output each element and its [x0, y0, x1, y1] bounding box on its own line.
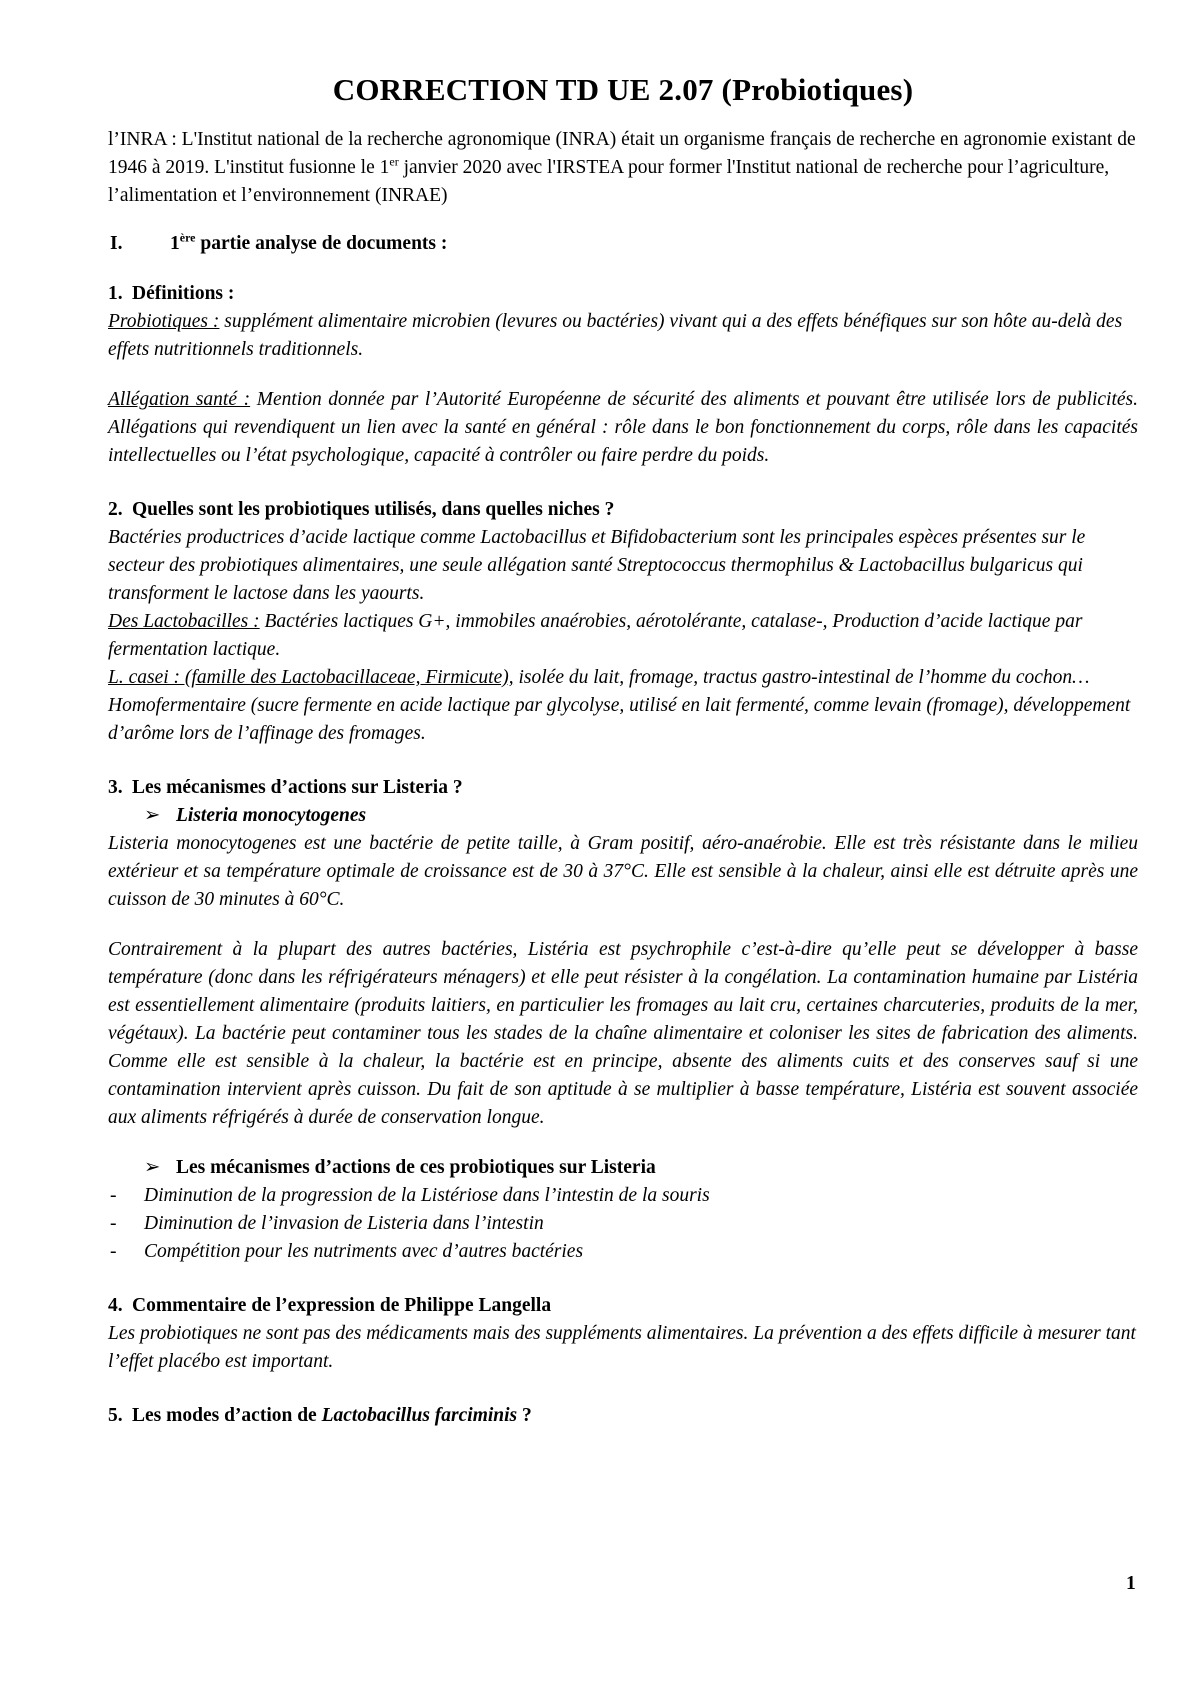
list-item: [108, 1182, 1138, 1210]
part-sup: ère: [179, 230, 196, 245]
document-page: [108, 72, 1138, 1430]
list-item: [108, 1210, 1138, 1238]
subheading-mechanisms: [108, 1154, 1138, 1182]
intro-text-1: l’INRA : L'Institut national de la recherche agronomique (INRA) était un organisme français de recherche en agronomie existant de 1946 à 2019. L'institut fusionne le 1: [108, 129, 1136, 178]
section-4-number: 4.: [108, 1295, 123, 1316]
definition-probiotiques: [108, 308, 1138, 364]
page-title: CORRECTION TD UE 2.07 (Probiotiques): [332, 72, 914, 107]
section-5-heading: [108, 1402, 1138, 1430]
section-5-title-post: ?: [517, 1405, 532, 1426]
section-4-paragraph: Les probiotiques ne sont pas des médicaments mais des suppléments alimentaires. La prévention a des effets difficile à mesurer tant l’effet placébo est important.: [108, 1323, 1136, 1372]
definition-allegation: [108, 386, 1138, 470]
subheading-mechanisms-text: Les mécanismes d’actions de ces probiotiques sur Listeria: [176, 1157, 656, 1178]
part-number: I.: [110, 233, 123, 254]
section-4-title: Commentaire de l’expression de Philippe Langella: [132, 1295, 552, 1316]
lactobacilles-text: Bactéries lactiques G+, immobiles anaérobies, aérotolérante, catalase-, Production d’acide lactique par fermentation lactique.: [108, 611, 1083, 660]
section-5-number: 5.: [108, 1405, 123, 1426]
intro-paragraph: [108, 126, 1138, 210]
dash-bullet: -: [110, 1241, 117, 1262]
list-item-text: Diminution de la progression de la Listériose dans l’intestin de la souris: [144, 1185, 710, 1206]
arrow-icon: ➢: [144, 805, 161, 826]
part-label: partie analyse de documents :: [195, 233, 448, 254]
intro-text-2: janvier 2020 avec l'IRSTEA pour former l'Institut national de recherche pour l’agriculture, l’alimentation et l’environnement (INRAE): [108, 157, 1110, 206]
section-2-title: Quelles sont les probiotiques utilisés, dans quelles niches ?: [132, 499, 615, 520]
allegation-label: Allégation santé :: [108, 389, 251, 410]
section-2-number: 2.: [108, 499, 123, 520]
dash-bullet: -: [110, 1213, 117, 1234]
page-number: 1: [1126, 1573, 1136, 1594]
section-3-heading: [108, 774, 1138, 802]
probiotiques-text: supplément alimentaire microbien (levures ou bactéries) vivant qui a des effets bénéfiques sur son hôte au-delà des effets nutritionnels traditionnels.: [108, 311, 1123, 360]
list-item-text: Diminution de l’invasion de Listeria dans l’intestin: [144, 1213, 544, 1234]
allegation-text: Mention donnée par l’Autorité Européenne de sécurité des aliments et pouvant être utilisée lors de publicités. Allégations qui revendiquent un lien avec la santé en général : rôle dans le bon fonctionnement du corps, rôle dans les capacités intellectuelles ou l’état psychologique, capacité à contrôler ou faire perdre du poids.: [108, 389, 1138, 466]
casei-paragraph: [108, 664, 1138, 748]
lactobacilles-paragraph: [108, 608, 1138, 664]
dash-bullet: -: [110, 1185, 117, 1206]
lactobacilles-label: Des Lactobacilles :: [108, 611, 260, 632]
subheading-listeria: [108, 802, 1138, 830]
section-5-title-italic: Lactobacillus farciminis: [321, 1405, 518, 1426]
section-2-paragraph: Bactéries productrices d’acide lactique comme Lactobacillus et Bifidobacterium sont les principales espèces présentes sur le secteur des probiotiques alimentaires, une seule allégation santé Streptococcus thermophilus & Lactobacillus bulgaricus qui transforment le lactose dans les yaourts.: [108, 527, 1086, 604]
listeria-paragraph-2: Contrairement à la plupart des autres bactéries, Listéria est psychrophile c’est-à-dire qu’elle peut se développer à basse température (donc dans les réfrigérateurs ménagers) et elle peut résister à la congélation. La contamination humaine par Listéria est essentiellement alimentaire (produits laitiers, en particulier les fromages au lait cru, certaines charcuteries, produits de la mer, végétaux). La bactérie peut contaminer tous les stades de la chaîne alimentaire et coloniser les sites de fabrication des aliments. Comme elle est sensible à la chaleur, la bactérie est en principe, absente des aliments cuits et des conserves sauf si une contamination intervient après cuisson. Du fait de son aptitude à se multiplier à basse température, Listéria est souvent associée aux aliments réfrigérés à durée de conservation longue.: [108, 939, 1138, 1128]
arrow-icon: ➢: [144, 1157, 161, 1178]
part-heading: [108, 230, 1138, 258]
section-1-title: Définitions :: [132, 283, 235, 304]
section-3-title: Les mécanismes d’actions sur Listeria ?: [132, 777, 463, 798]
intro-sup: er: [389, 154, 399, 169]
casei-text: isolée du lait, fromage, tractus gastro-intestinal de l’homme du cochon…Homofermentaire (sucre fermente en acide lactique par glycolyse, utilisé en lait fermenté, comme levain (fromage), développement d’arôme lors de l’affinage des fromages.: [108, 667, 1131, 744]
section-2-heading: [108, 496, 1138, 524]
list-item-text: Compétition pour les nutriments avec d’autres bactéries: [144, 1241, 584, 1262]
list-item: [108, 1238, 1138, 1266]
section-4-heading: [108, 1292, 1138, 1320]
part-prefix: 1: [170, 233, 180, 254]
casei-label: L. casei : (famille des Lactobacillaceae, Firmicute),: [108, 667, 514, 688]
part-title: [170, 230, 447, 258]
section-1-number: 1.: [108, 283, 123, 304]
mechanisms-list: [108, 1182, 1138, 1266]
subheading-listeria-text: Listeria monocytogenes: [176, 805, 367, 826]
section-3-number: 3.: [108, 777, 123, 798]
section-5-title-pre: Les modes d’action de: [132, 1405, 322, 1426]
probiotiques-label: Probiotiques :: [108, 311, 220, 332]
listeria-paragraph-1: Listeria monocytogenes est une bactérie de petite taille, à Gram positif, aéro-anaérobie. Elle est très résistante dans le milieu extérieur et sa température optimale de croissance est de 30 à 37°C. Elle est sensible à la chaleur, ainsi elle est détruite après une cuisson de 30 minutes à 60°C.: [108, 833, 1138, 910]
section-1-heading: [108, 280, 1138, 308]
